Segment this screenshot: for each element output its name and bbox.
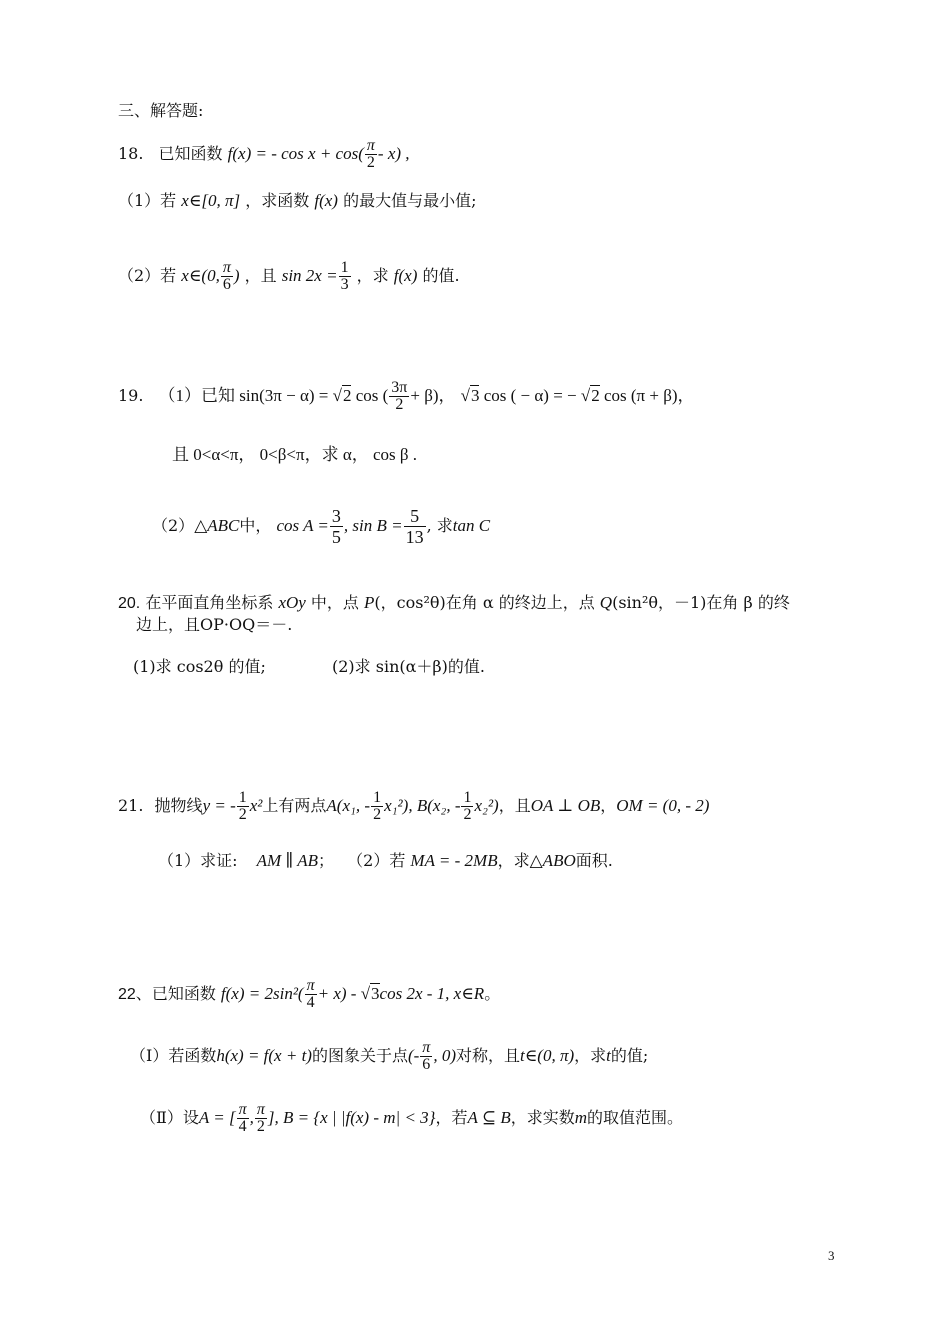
q19-part1-d: cos ( − α) = − (479, 386, 581, 405)
q19-part2-b: 中， (239, 516, 277, 535)
q22-part1 (130, 1040, 648, 1073)
q22-ii-sub: A ⊆ B (467, 1108, 511, 1127)
q21-semi: ； (318, 851, 335, 870)
q19-part2-frac2: $\frac{5}{13}$ (405, 506, 424, 547)
q21-text1: 抛物线 (154, 796, 203, 815)
q22-end: 。 (484, 984, 501, 1003)
q22-intro: 已知函数 (151, 984, 216, 1003)
section-title: 三、解答题: (118, 101, 204, 120)
q19-part2-frac1: $\frac{3}{5}$ (331, 506, 341, 547)
q20-text1: 在平面直角坐标系 (145, 593, 279, 612)
q19-part2-tan: tan C (452, 516, 491, 535)
q22-i-pt-a: (- (407, 1046, 420, 1065)
q22-ii-b: ], B = {x | |f(x) - m| < 3} (267, 1108, 436, 1127)
q21-x2: x² (249, 796, 263, 815)
q20-text4: (sin²θ，－1)在角 β 的终 (612, 593, 790, 612)
q18-part1-text: ，求函数 (245, 191, 310, 210)
q19-fraction: $\frac{3\pi}{2}$ (391, 379, 408, 413)
q21-comma: ， (600, 796, 617, 815)
q22-ii-label: （Ⅱ）设 (140, 1108, 199, 1127)
q21-y-eq: y = - (202, 796, 236, 815)
q19-sqrt2-icon: √2 (332, 386, 352, 405)
q18-part2-ask: ，求 (356, 266, 389, 285)
q19-line2: 且 0<α<π， 0<β<π，求 α， cos β . (172, 445, 418, 464)
page-number: 3 (828, 1248, 835, 1263)
q22-func-b: + x) - (317, 984, 361, 1003)
q21-half-b: $\frac{1}{2}$ (463, 789, 472, 823)
q19-sqrt3-icon: √3 (460, 386, 480, 405)
q21-close: ) (493, 796, 499, 815)
q21-part2-triangle: △ABO (529, 851, 576, 870)
q22-ii-sep: , (249, 1108, 254, 1127)
q22-part2 (140, 1102, 683, 1135)
q21-parts (158, 850, 613, 872)
q18-part2-fraction: $\frac{\pi}{6}$ (222, 259, 231, 293)
q22-i-pt-b: , 0) (433, 1046, 456, 1065)
q21-half-a: $\frac{1}{2}$ (373, 789, 382, 823)
q22-i-text2: 对称，且 (455, 1046, 520, 1065)
q20-line1 (118, 592, 790, 615)
q22-ii-frac2: $\frac{\pi}{2}$ (256, 1101, 265, 1135)
q18-part2-third: $\frac{1}{3}$ (340, 259, 349, 293)
q19-part2-sin: , sin B = (343, 516, 403, 535)
q20-part1: (1)求 cos2θ 的值; (133, 657, 266, 676)
q20-xoy: xOy (278, 593, 306, 612)
q21-part2-label: （2）若 (347, 851, 406, 870)
q20-part2: (2)求 sin(α＋β)的值. (332, 657, 486, 676)
q21-number: 21. (118, 796, 144, 815)
q20-text2: 中，点 (305, 593, 364, 612)
q18-part2-cond-a: x∈(0, (181, 266, 220, 285)
q18-fraction: $\frac{\pi}{2}$ (366, 137, 375, 171)
q21-part2-end: 面积. (575, 851, 613, 870)
q19-part2-triangle: △ABC (194, 516, 240, 535)
q18-part2-f: f(x) (393, 266, 418, 285)
q21-point-a: A(x₁, - (326, 796, 371, 815)
q19-part2-a: （2） (152, 516, 195, 535)
q21-om: OM = (0, - 2) (616, 796, 710, 815)
q22-sqrt3-icon: √3 (360, 984, 380, 1003)
q18-part2-and: ，且 (244, 266, 277, 285)
q22-i-end: ，求 (574, 1046, 607, 1065)
q21-x2sq: x₂² (474, 796, 494, 815)
q22-i-t: t∈(0, π) (520, 1046, 575, 1065)
q22-i-text: 的图象关于点 (311, 1046, 408, 1065)
q19-part1-a: （1）已知 sin(3π − α) = (158, 386, 333, 405)
q18-intro: 已知函数 (158, 144, 223, 163)
q22-ii-m: m (574, 1108, 588, 1127)
q20-number: 20. (118, 595, 141, 612)
q18-statement (118, 138, 410, 171)
q22-ii-a: A = [ (198, 1108, 236, 1127)
q19-part1 (118, 380, 695, 413)
q18-part1-f: f(x) (314, 191, 338, 210)
q22-i-fraction: $\frac{\pi}{6}$ (422, 1039, 431, 1073)
q22-i-h: h(x) = f(x + t) (216, 1046, 312, 1065)
q22-statement (118, 978, 500, 1011)
q18-part2-label: （2）若 (118, 266, 177, 285)
q22-ii-end: 的取值范围。 (587, 1108, 684, 1127)
q21-mid: ), B(x₂, - (402, 796, 461, 815)
q21-text2: 上有两点 (262, 796, 327, 815)
q21-perp: OA ⊥ OB (530, 796, 601, 815)
q22-ii-text2: ，求实数 (510, 1108, 575, 1127)
q20-P: P (364, 593, 375, 612)
q18-part1-end: 的最大值与最小值; (343, 191, 477, 210)
q20-line2: 边上，且OP·OQ＝－. (136, 615, 293, 634)
q18-part1-label: （1）若 (118, 191, 177, 210)
q18-part2-sin: sin 2x = (281, 266, 338, 285)
q18-part2 (118, 260, 460, 293)
q19-part2-c: , 求 (426, 516, 453, 535)
q18-part1 (118, 190, 476, 212)
q22-number: 22、 (118, 986, 152, 1003)
q18-number: 18. (118, 144, 144, 163)
q19-sqrt2b-icon: √2 (580, 386, 600, 405)
q18-part1-condition: x∈[0, π] (181, 191, 241, 210)
q18-function: f(x) = - cos x + cos( (227, 144, 364, 163)
q22-ii-frac1: $\frac{\pi}{4}$ (238, 1101, 247, 1135)
q22-fraction: $\frac{\pi}{4}$ (306, 977, 315, 1011)
q22-i-t2: t (606, 1046, 611, 1065)
q19-part2 (152, 506, 490, 547)
q22-func-c: cos 2x - 1, x∈R (379, 984, 485, 1003)
q19-part1-b: cos ( (351, 386, 389, 405)
q21-part2-ask: ，求 (497, 851, 530, 870)
q21-statement (118, 790, 709, 823)
q20-Q: Q (599, 593, 613, 612)
q22-i-end2: 的值; (610, 1046, 649, 1065)
q21-part1-expr: AM ∥ AB (256, 851, 319, 870)
q21-half: $\frac{1}{2}$ (238, 789, 247, 823)
q21-x1sq: x₁² (384, 796, 403, 815)
q18-part2-end: 的值. (422, 266, 460, 285)
q21-part2-expr: MA = - 2MB (410, 851, 498, 870)
q19-part2-cos: cos A = (276, 516, 329, 535)
q22-ii-text: ，若 (435, 1108, 468, 1127)
q22-func-a: f(x) = 2sin²( (220, 984, 304, 1003)
q18-part2-cond-b: ) (233, 266, 240, 285)
q19-part1-e: cos (π + β)， (599, 386, 695, 405)
q20-text3: (，cos²θ)在角 α 的终边上，点 (374, 593, 600, 612)
q19-number: 19. (118, 386, 144, 405)
q19-part1-c: + β)， (410, 386, 456, 405)
q21-text3: ，且 (498, 796, 531, 815)
q18-function-end: - x) , (377, 144, 410, 163)
q21-part1-label: （1）求证: (158, 851, 238, 870)
q22-i-label: （Ⅰ）若函数 (130, 1046, 217, 1065)
